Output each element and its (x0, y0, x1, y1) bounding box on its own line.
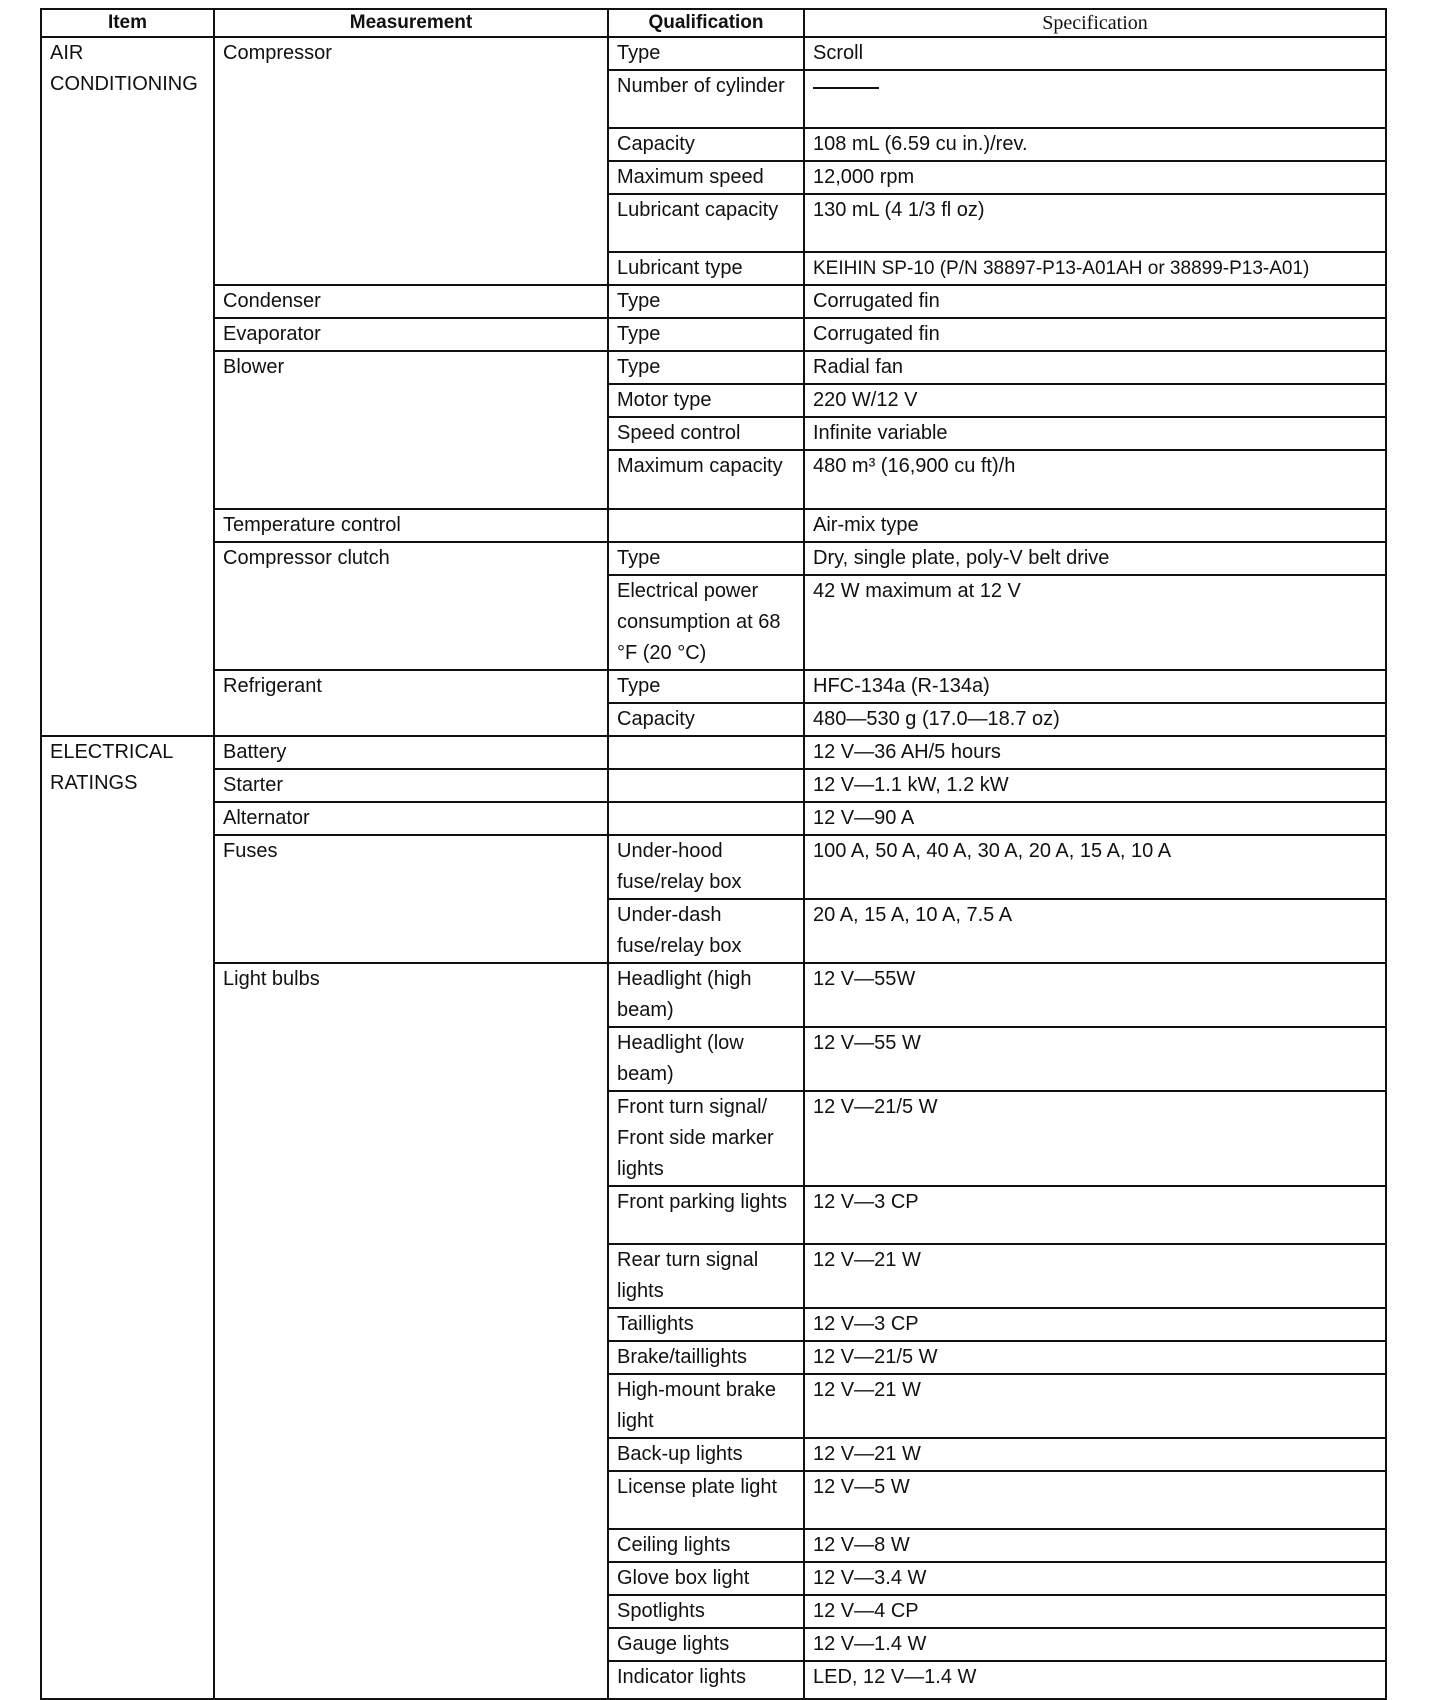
specification-cell: 12 V—21/5 W (804, 1091, 1386, 1186)
qualification-cell: Under-hood fuse/relay box (608, 835, 804, 899)
qualification-cell: Glove box light (608, 1562, 804, 1595)
table-row (41, 769, 1386, 802)
specification-cell: 12 V—21/5 W (804, 1341, 1386, 1374)
specification-cell: 12 V—55W (804, 963, 1386, 1027)
qualification-cell: Gauge lights (608, 1628, 804, 1661)
qualification-cell: Rear turn signal lights (608, 1244, 804, 1308)
qualification-cell: Indicator lights (608, 1661, 804, 1699)
header-row (41, 9, 1386, 37)
qualification-cell: Type (608, 670, 804, 703)
qualification-cell: Maximum speed (608, 161, 804, 194)
specification-cell: 12 V—4 CP (804, 1595, 1386, 1628)
table-row (41, 318, 1386, 351)
specification-cell: HFC-134a (R-134a) (804, 670, 1386, 703)
specification-cell: 12 V—21 W (804, 1374, 1386, 1438)
specification-cell: KEIHIN SP-10 (P/N 38897-P13-A01AH or 38899-P13-A01) (804, 252, 1386, 285)
qualification-cell: Type (608, 318, 804, 351)
specification-cell: Radial fan (804, 351, 1386, 384)
measurement-condenser: Condenser (214, 285, 608, 318)
qualification-cell: Electrical power consumption at 68 °F (20 °C) (608, 575, 804, 670)
header-qualification: Qualification (608, 9, 804, 37)
qualification-cell: Capacity (608, 703, 804, 736)
measurement-alternator: Alternator (214, 802, 608, 835)
measurement-fuses: Fuses (214, 835, 608, 963)
header-measurement: Measurement (214, 9, 608, 37)
table-row (41, 736, 1386, 769)
table-row (41, 670, 1386, 703)
table-row (41, 835, 1386, 899)
specification-cell: Corrugated fin (804, 318, 1386, 351)
qualification-cell: Type (608, 285, 804, 318)
table-row (41, 351, 1386, 384)
specification-cell: Air-mix type (804, 509, 1386, 542)
specification-cell: 108 mL (6.59 cu in.)/rev. (804, 128, 1386, 161)
qualification-cell: Back-up lights (608, 1438, 804, 1471)
qualification-cell: Capacity (608, 128, 804, 161)
specification-cell: 12 V—21 W (804, 1244, 1386, 1308)
qualification-cell: High-mount brake light (608, 1374, 804, 1438)
qualification-cell: Type (608, 542, 804, 575)
qualification-cell: Front turn signal/ Front side marker lights (608, 1091, 804, 1186)
specification-cell: 12 V—21 W (804, 1438, 1386, 1471)
qualification-cell: Type (608, 351, 804, 384)
specification-cell: 480 m³ (16,900 cu ft)/h (804, 450, 1386, 509)
header-specification: Specification (804, 9, 1386, 37)
qualification-cell: Lubricant capacity (608, 194, 804, 252)
specification-cell: 12 V—3.4 W (804, 1562, 1386, 1595)
qualification-cell: Under-dash fuse/relay box (608, 899, 804, 963)
specification-cell: Dry, single plate, poly-V belt drive (804, 542, 1386, 575)
specification-cell: Scroll (804, 37, 1386, 70)
specification-cell (804, 70, 1386, 128)
specification-table (40, 8, 1387, 1700)
qualification-cell: License plate light (608, 1471, 804, 1529)
specification-cell: 480—530 g (17.0—18.7 oz) (804, 703, 1386, 736)
specification-cell: 12,000 rpm (804, 161, 1386, 194)
qualification-cell: Lubricant type (608, 252, 804, 285)
specification-cell: 42 W maximum at 12 V (804, 575, 1386, 670)
qualification-cell: Motor type (608, 384, 804, 417)
measurement-blower: Blower (214, 351, 608, 509)
item-air-conditioning: AIR CONDITIONING (41, 37, 214, 736)
table-row (41, 542, 1386, 575)
qualification-cell (608, 736, 804, 769)
qualification-cell: Brake/taillights (608, 1341, 804, 1374)
specification-cell: 12 V—90 A (804, 802, 1386, 835)
measurement-starter: Starter (214, 769, 608, 802)
table-row (41, 802, 1386, 835)
specification-cell: 20 A, 15 A, 10 A, 7.5 A (804, 899, 1386, 963)
specification-cell: 130 mL (4 1/3 fl oz) (804, 194, 1386, 252)
specification-cell: 100 A, 50 A, 40 A, 30 A, 20 A, 15 A, 10 A (804, 835, 1386, 899)
qualification-cell: Headlight (high beam) (608, 963, 804, 1027)
specification-cell: 12 V—1.1 kW, 1.2 kW (804, 769, 1386, 802)
measurement-light-bulbs: Light bulbs (214, 963, 608, 1699)
qualification-cell: Headlight (low beam) (608, 1027, 804, 1091)
specification-cell: 12 V—55 W (804, 1027, 1386, 1091)
qualification-cell: Maximum capacity (608, 450, 804, 509)
qualification-cell: Type (608, 37, 804, 70)
specification-cell: Corrugated fin (804, 285, 1386, 318)
qualification-cell: Speed control (608, 417, 804, 450)
table-row (41, 963, 1386, 1027)
specification-cell: 12 V—5 W (804, 1471, 1386, 1529)
specification-cell: 12 V—1.4 W (804, 1628, 1386, 1661)
specification-cell: Infinite variable (804, 417, 1386, 450)
item-electrical-ratings: ELECTRICAL RATINGS (41, 736, 214, 1699)
measurement-battery: Battery (214, 736, 608, 769)
specification-cell: 12 V—3 CP (804, 1186, 1386, 1244)
qualification-cell: Ceiling lights (608, 1529, 804, 1562)
spec-page (40, 8, 1385, 1700)
measurement-evaporator: Evaporator (214, 318, 608, 351)
qualification-cell: Taillights (608, 1308, 804, 1341)
table-row (41, 37, 1386, 70)
measurement-compressor: Compressor (214, 37, 608, 285)
specification-cell: 220 W/12 V (804, 384, 1386, 417)
table-row (41, 285, 1386, 318)
qualification-cell: Number of cylinder (608, 70, 804, 128)
specification-cell: 12 V—36 AH/5 hours (804, 736, 1386, 769)
specification-cell: LED, 12 V—1.4 W (804, 1661, 1386, 1699)
qualification-cell: Spotlights (608, 1595, 804, 1628)
specification-cell: 12 V—3 CP (804, 1308, 1386, 1341)
blank-dash (813, 87, 879, 89)
measurement-refrigerant: Refrigerant (214, 670, 608, 736)
qualification-cell (608, 509, 804, 542)
header-item: Item (41, 9, 214, 37)
measurement-compressor-clutch: Compressor clutch (214, 542, 608, 670)
qualification-cell (608, 802, 804, 835)
table-row (41, 509, 1386, 542)
measurement-temperature-control: Temperature control (214, 509, 608, 542)
specification-cell: 12 V—8 W (804, 1529, 1386, 1562)
qualification-cell: Front parking lights (608, 1186, 804, 1244)
qualification-cell (608, 769, 804, 802)
